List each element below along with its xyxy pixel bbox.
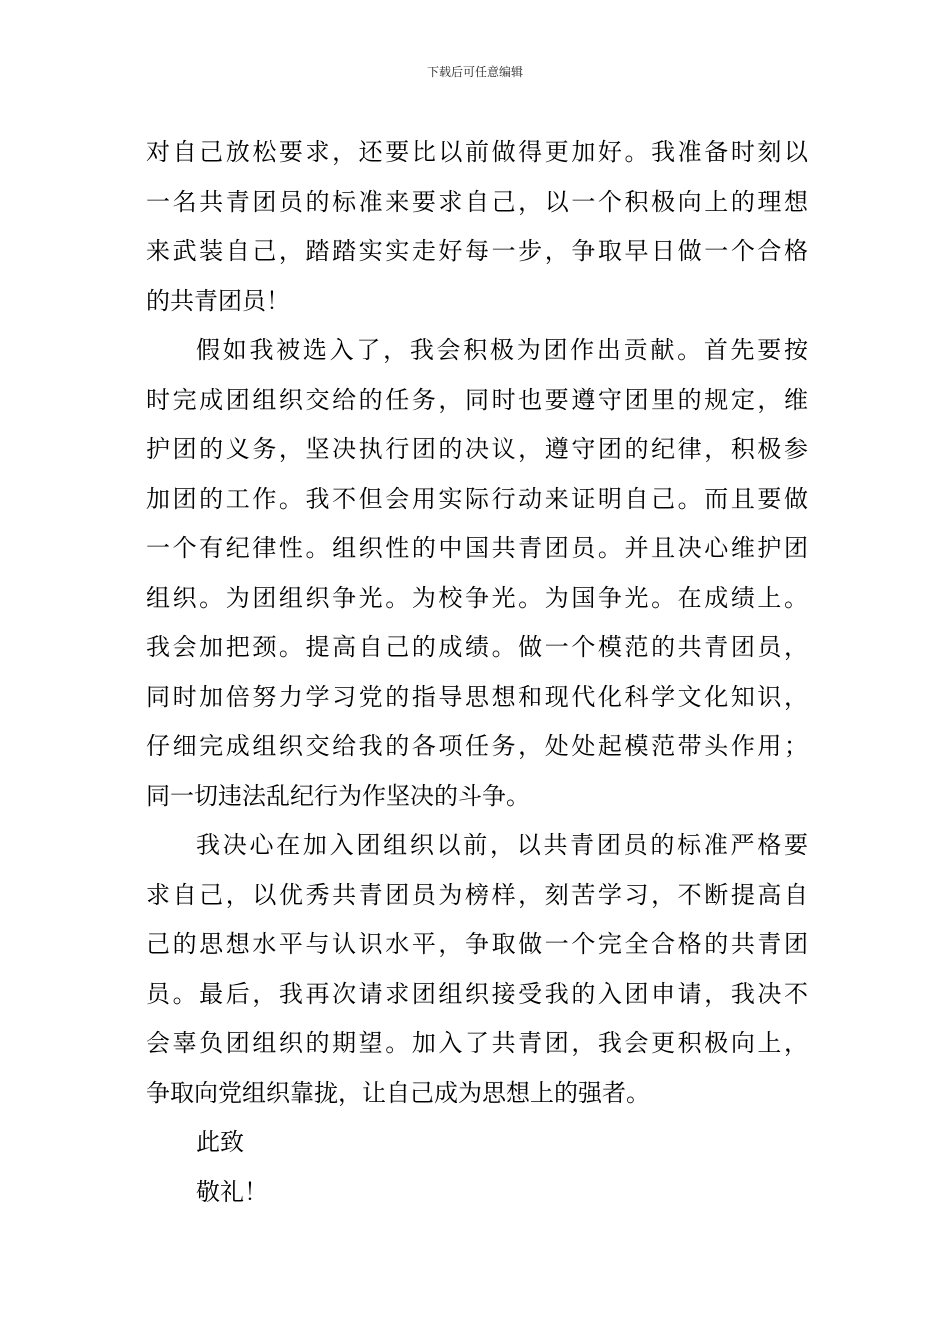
text-line: 一名共青团员的标准来要求自己，以一个积极向上的理想 xyxy=(146,187,808,216)
text-line: 我会加把颈。提高自己的成绩。做一个模范的共青团员， xyxy=(146,633,808,661)
text-line: 时完成团组织交给的任务，同时也要遵守团里的规定，维 xyxy=(146,385,808,414)
text-line: 的共青团员！ xyxy=(146,286,290,315)
text-line: 争取向党组织靠拢，让自己成为思想上的强者。 xyxy=(146,1078,650,1107)
text-line: 己的思想水平与认识水平，争取做一个完全合格的共青团 xyxy=(146,930,808,958)
closing-line-1: 此致 xyxy=(196,1128,244,1156)
text-line: 求自己，以优秀共青团员为榜样，刻苦学习，不断提高自 xyxy=(146,880,808,909)
document-body xyxy=(146,128,808,1217)
text-line: 会辜负团组织的期望。加入了共青团，我会更积极向上， xyxy=(146,1029,808,1057)
page-header: 下载后可任意编辑 xyxy=(426,65,523,79)
text-line: 组织。为团组织争光。为校争光。为国争光。在成绩上。 xyxy=(146,583,808,612)
paragraph-1 xyxy=(146,128,808,326)
text-line: 同时加倍努力学习党的指导思想和现代化科学文化知识， xyxy=(146,682,808,711)
text-line: 假如我被选入了，我会积极为团作出贡献。首先要按 xyxy=(196,336,808,364)
paragraph-3 xyxy=(146,821,808,1118)
text-line: 我决心在加入团组织以前，以共青团员的标准严格要 xyxy=(196,831,808,859)
text-line: 仔细完成组织交给我的各项任务，处处起模范带头作用； xyxy=(146,732,808,760)
text-line: 对自己放松要求，还要比以前做得更加好。我准备时刻以 xyxy=(146,138,808,166)
closing-salutation xyxy=(146,1118,808,1217)
text-line: 一个有纪律性。组织性的中国共青团员。并且决心维护团 xyxy=(146,534,808,562)
paragraph-2 xyxy=(146,326,808,821)
text-line: 同一切违法乱纪行为作坚决的斗争。 xyxy=(146,781,530,810)
text-line: 护团的义务，坚决执行团的决议，遵守团的纪律，积极参 xyxy=(146,435,808,463)
closing-line-2: 敬礼！ xyxy=(196,1177,268,1206)
text-line: 员。最后，我再次请求团组织接受我的入团申请，我决不 xyxy=(146,979,808,1008)
text-line: 加团的工作。我不但会用实际行动来证明自己。而且要做 xyxy=(146,484,808,513)
text-line: 来武装自己，踏踏实实走好每一步，争取早日做一个合格 xyxy=(146,237,808,265)
